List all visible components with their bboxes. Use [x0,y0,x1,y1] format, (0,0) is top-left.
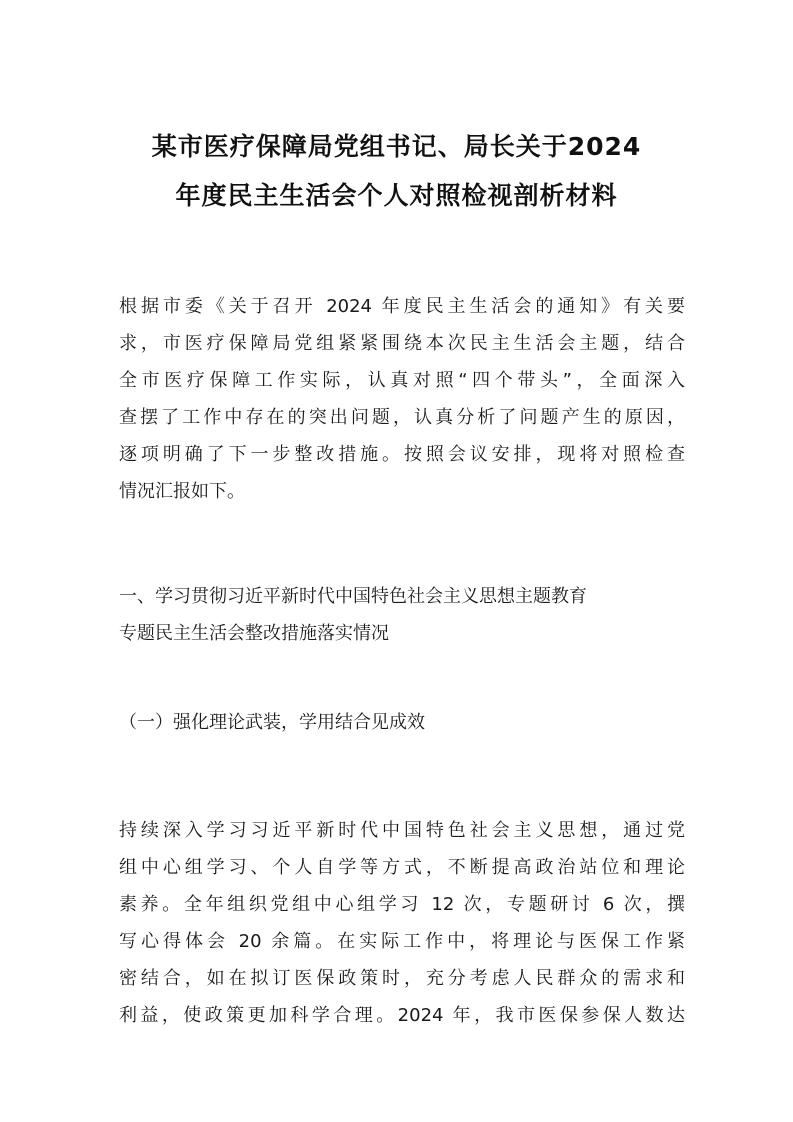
text-line: 密结合，如在拟订医保政策时，充分考虑人民群众的需求和 [119,968,685,989]
text-line: 求，市医疗保障局党组紧紧围绕本次民主生活会主题，结合 [119,333,685,354]
text-line: 查摆了工作中存在的突出问题，认真分析了问题产生的原因， [119,407,685,428]
text-line: 全市医疗保障工作实际，认真对照“四个带头”，全面深入 [119,370,685,391]
text-line: 逐项明确了下一步整改措施。按照会议安排，现将对照检查 [119,444,685,465]
text-line: 根据市委《关于召开 2024 年度民主生活会的通知》有关要 [119,296,685,317]
heading-line: （一）强化理论武装，学用结合见成效 [119,712,425,733]
text-line: 组中心组学习、个人自学等方式，不断提高政治站位和理论 [119,857,685,878]
heading-line: 一、学习贯彻习近平新时代中国特色社会主义思想主题教育 [119,586,587,607]
intro-paragraph [119,288,685,510]
text-line: 写心得体会 20 余篇。在实际工作中，将理论与医保工作紧 [119,931,685,952]
subsection-heading [119,704,685,741]
title-line: 年度民主生活会个人对照检视剖析材料 [175,181,618,210]
text-line: 持续深入学习习近平新时代中国特色社会主义思想，通过党 [119,820,685,841]
section-heading [119,578,685,652]
text-line: 素养。全年组织党组中心组学习 12 次，专题研讨 6 次，撰 [119,894,685,915]
body-paragraph [119,812,685,1034]
document-title [100,122,693,220]
text-line: 利益，使政策更加科学合理。2024 年，我市医保参保人数达 [119,1005,685,1026]
text-line: 情况汇报如下。 [119,481,245,502]
title-line: 某市医疗保障局党组书记、局长关于2024 [151,132,642,161]
heading-line: 专题民主生活会整改措施落实情况 [119,623,389,644]
